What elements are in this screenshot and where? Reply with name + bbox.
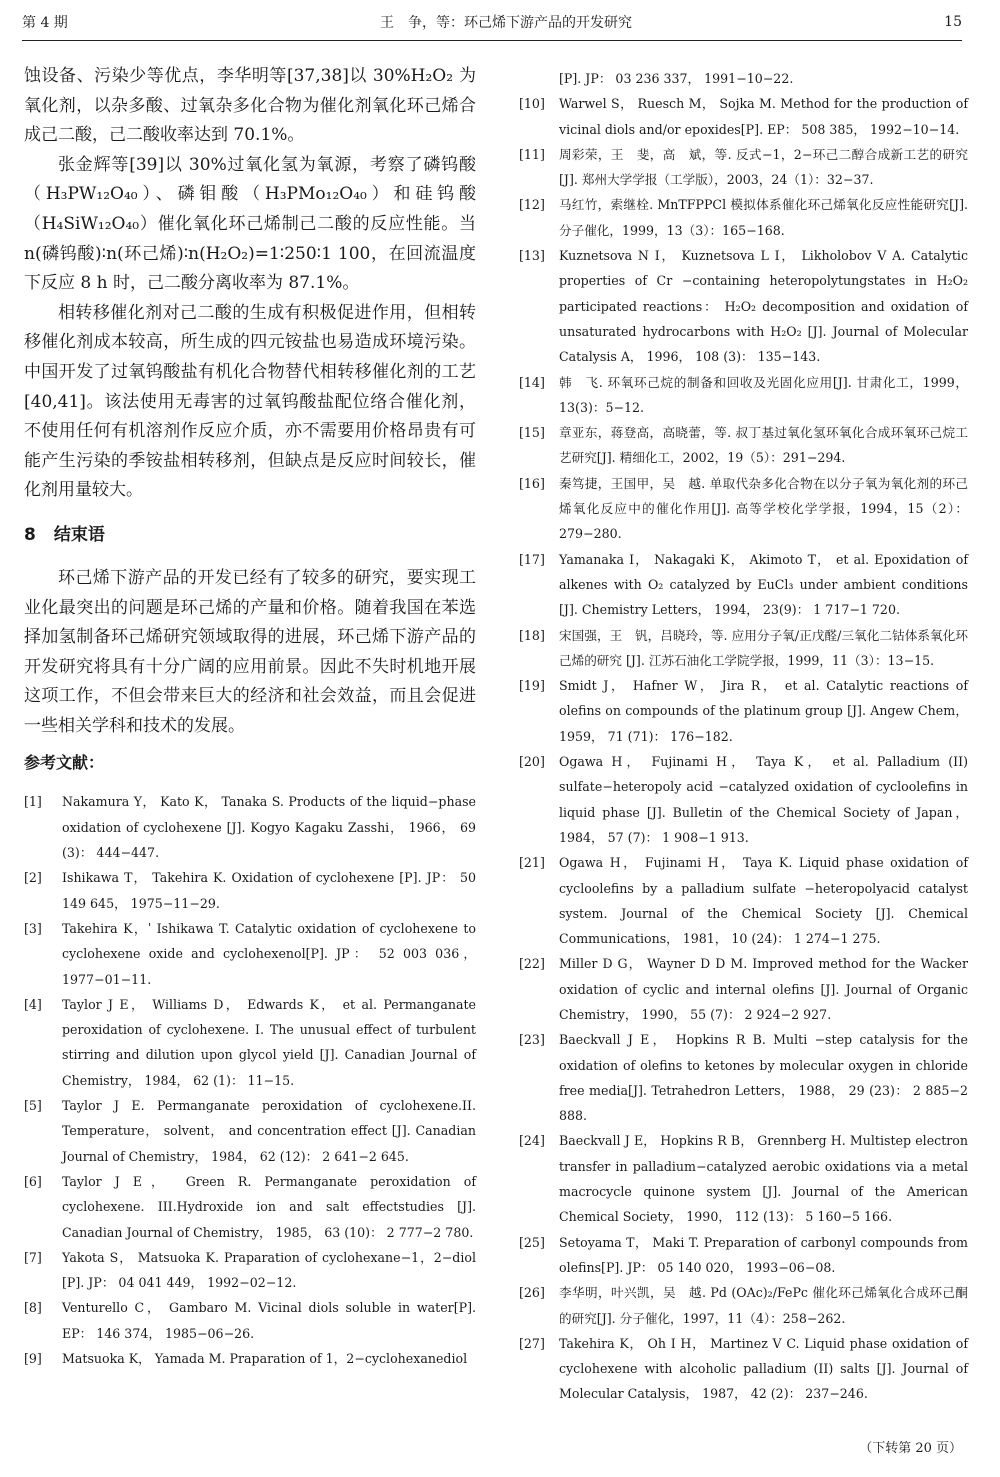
reference-index: [19]	[519, 678, 545, 694]
page-number: 15	[944, 14, 962, 30]
reference-text: 宋国强，王 钒，吕晓玲，等. 应用分子氧/正戊醛/三氧化二钴体系氧化环己烯的研究 [J]. 江苏石油化工学院学报，1999，11（3）：13−15.	[559, 627, 968, 668]
section-title: 结束语	[53, 524, 105, 545]
reference-text: Baeckvall J E， Hopkins R B， Grennberg H. Multistep electron transfer in palladium−catalyzed aerobic oxidations via a metal macrocycle quinone system [J]. Journal of the American Chemical Society， 1990， 112 (13)： 5 160−5 166.	[559, 1133, 968, 1225]
reference-item	[519, 243, 968, 369]
reference-text: 周彩荣，王 斐，高 斌，等. 反式−1，2−环己二醇合成新工艺的研究[J]. 郑州大学学报（工学版），2003，24（1）：32−37.	[559, 146, 968, 188]
reference-index: [10]	[519, 96, 545, 112]
reference-index: [26]	[519, 1285, 545, 1301]
reference-item	[519, 1128, 968, 1229]
reference-index: [1]	[24, 794, 42, 810]
reference-item	[519, 1331, 968, 1407]
reference-text: Taylor J E， Williams D， Edwards K， et al. Permanganate peroxidation of cyclohexene. I. The unusual effect of turbulent stirring and dilution upon glycol yield [J]. Canadian Journal of Chemistry， 1984， 62 (1)： 11−15.	[62, 996, 476, 1088]
reference-item	[24, 1245, 476, 1296]
references-list-left	[24, 789, 476, 1371]
reference-item	[24, 916, 476, 992]
body-paragraph: 相转移催化剂对己二酸的生成有积极促进作用，但相转移催化剂成本较高，所生成的四元铵盐也易造成环境污染。中国开发了过氧钨酸盐有机化合物替代相转移催化剂的工艺[40,41]。该法使用无毒害的过氧钨酸盐配位络合催化剂，不使用任何有机溶剂作反应介质，亦不需要用价格昂贵有可能产生污染的季铵盐相转移剂，但缺点是反应时间较长，催化剂用量较大。	[24, 302, 476, 501]
reference-index: [13]	[519, 248, 545, 264]
right-column	[519, 66, 968, 1407]
reference-text: 韩 飞. 环氧环己烷的制备和回收及光固化应用[J]. 甘肃化工，1999，13(3)：5−12.	[559, 374, 968, 415]
reference-text: Nakamura Y， Kato K， Tanaka S. Products of the liquid−phase oxidation of cyclohexene [J]. Kogyo Kagaku Zasshi， 1966， 69 (3)： 444−447.	[62, 794, 476, 861]
reference-index: [11]	[519, 146, 545, 162]
section-heading	[24, 520, 476, 550]
reference-item	[519, 1027, 968, 1128]
reference-index: [3]	[24, 920, 42, 936]
reference-item	[24, 1169, 476, 1245]
reference-item	[519, 142, 968, 193]
reference-item	[24, 789, 476, 865]
reference-index: [4]	[24, 996, 42, 1012]
reference-text: 章亚东，蒋登高，高晓蕾，等. 叔丁基过氧化氢环氧化合成环氧环己烷工艺研究[J]. 精细化工，2002，19（5）：291−294.	[559, 425, 968, 466]
reference-item	[24, 1093, 476, 1169]
reference-text: Ogawa H， Fujinami H， Taya K， et al. Palladium (II) sulfate−heteropoly acid −catalyzed oxidation of cycloolefins in liquid phase [J]. Bulletin of the Chemical Society of Japan， 1984， 57 (7)： 1 908−1 913.	[559, 754, 968, 845]
reference-index: [24]	[519, 1133, 545, 1149]
reference-text: 马红竹，索继栓. MnTFPPCl 模拟体系催化环己烯氧化反应性能研究[J]. 分子催化，1999，13（3）：165−168.	[559, 197, 968, 238]
reference-index: [7]	[24, 1249, 42, 1265]
reference-item	[519, 623, 968, 674]
reference-text: [P]. JP： 03 236 337， 1991−10−22.	[559, 71, 794, 86]
conclusion-paragraph: 环己烯下游产品的开发已经有了较多的研究，要实现工业化最突出的问题是环己烯的产量和价格。随着我国在苯选择加氢制备环己烯研究领域取得的进展，环己烯下游产品的开发研究将具有十分广阔的应用前景。因此不失时机地开展这项工作，不但会带来巨大的经济和社会效益，而且会促进一些相关学科和技术的发展。	[24, 567, 476, 736]
reference-item	[519, 192, 968, 243]
reference-item	[519, 1280, 968, 1331]
reference-index: [14]	[519, 374, 545, 390]
continued-note: （下转第 20 页）	[859, 1441, 962, 1456]
reference-text: Takehira K，ˈ Ishikawa T. Catalytic oxidation of cyclohexene to cyclohexene oxide and cyclohexenol[P]. JP： 52 003 036， 1977−01−11.	[62, 920, 476, 987]
reference-text: Yamanaka I， Nakagaki K， Akimoto T， et al. Epoxidation of alkenes with O₂ catalyzed by EuCl₃ under ambient conditions [J]. Chemistry Letters， 1994， 23(9)： 1 717−1 720.	[559, 551, 968, 618]
reference-text: Yakota S， Matsuoka K. Praparation of cyclohexane−1，2−diol [P]. JP： 04 041 449， 1992−02−12.	[62, 1249, 476, 1291]
reference-index: [8]	[24, 1300, 42, 1316]
reference-text: Miller D G， Wayner D D M. Improved method for the Wacker oxidation of cyclic and internal olefins [J]. Journal of Organic Chemistry， 1990， 55 (7)： 2 924−2 927.	[559, 956, 968, 1022]
reference-index: [27]	[519, 1335, 545, 1351]
reference-item	[519, 370, 968, 421]
reference-index: [17]	[519, 551, 545, 567]
running-title: 王 争，等：环己烯下游产品的开发研究	[379, 15, 632, 31]
reference-text: Venturello C， Gambaro M. Vicinal diols soluble in water[P]. EP： 146 374， 1985−06−26.	[62, 1300, 476, 1341]
reference-text: Warwel S， Ruesch M， Sojka M. Method for the production of vicinal diols and/or epoxides[P]. EP： 508 385， 1992−10−14.	[559, 96, 968, 137]
reference-continuation	[519, 66, 968, 91]
reference-index: [16]	[519, 475, 545, 491]
reference-item	[519, 1230, 968, 1281]
reference-text: 李华明，叶兴凯，吴 越. Pd (OAc)₂/FePc 催化环己烯氧化合成环己酮的研究[J]. 分子催化，1997，11（4）：258−262.	[559, 1285, 968, 1326]
reference-text: Baeckvall J E， Hopkins R B. Multi −step catalysis for the oxidation of olefins to ketones by molecular oxygen in chloride free media[J]. Tetrahedron Letters， 1988， 29 (23)： 2 885−2 888.	[559, 1032, 968, 1124]
reference-item	[24, 1295, 476, 1346]
reference-index: [22]	[519, 956, 545, 972]
reference-index: [25]	[519, 1234, 545, 1250]
reference-text: Kuznetsova N I， Kuznetsova L I， Likholobov V A. Catalytic properties of Cr −containing heteropolytungstates in H₂O₂ participated reactions： H₂O₂ decomposition and oxidation of unsaturated hydrocarbons with H₂O₂ [J]. Journal of Molecular Catalysis A， 1996， 108 (3)： 135−143.	[559, 248, 968, 365]
reference-text: Ishikawa T， Takehira K. Oxidation of cyclohexene [P]. JP： 50 149 645， 1975−11−29.	[62, 870, 476, 911]
reference-index: [20]	[519, 754, 545, 770]
reference-text: Smidt J， Hafner W， Jira R， et al. Catalytic reactions of olefins on compounds of the platinum group [J]. Angew Chem， 1959， 71 (71)： 176−182.	[559, 678, 968, 744]
body-paragraph: 张金辉等[39]以 30%过氧化氢为氧源，考察了磷钨酸（H₃PW₁₂O₄₀）、磷钼酸（H₃PMo₁₂O₄₀）和硅钨酸（H₄SiW₁₂O₄₀）催化氧化环己烯制己二酸的反应性能。当 n(磷钨酸)∶n(环己烯)∶n(H₂O₂)=1∶250∶1 100，在回流温度下反应 8 h 时，己二酸分离收率为 87.1%。	[24, 154, 476, 294]
issue-label: 第 4 期	[22, 15, 68, 31]
reference-item	[519, 91, 968, 142]
references-heading: 参考文献：	[24, 753, 105, 773]
reference-text: Takehira K， Oh I H， Martinez V C. Liquid phase oxidation of cyclohexene with alcoholic palladium (II) salts [J]. Journal of Molecular Catalysis， 1987， 42 (2)： 237−246.	[559, 1335, 968, 1402]
reference-index: [9]	[24, 1351, 42, 1366]
reference-index: [23]	[519, 1032, 545, 1048]
page-header	[22, 8, 962, 36]
reference-text: Taylor J E. Permanganate peroxidation of cyclohexene.II. Temperature， solvent， and concentration effect [J]. Canadian Journal of Chemistry， 1984， 62 (12)： 2 641−2 645.	[62, 1098, 476, 1164]
reference-item	[519, 547, 968, 623]
left-column	[24, 62, 476, 1371]
reference-text: 秦笃捷，王国甲，吴 越. 单取代杂多化合物在以分子氧为氧化剂的环己烯氧化反应中的催化作用[J]. 高等学校化学学报，1994，15（2）：279−280.	[559, 475, 968, 542]
reference-index: [5]	[24, 1098, 42, 1114]
reference-item	[519, 850, 968, 951]
reference-item	[24, 992, 476, 1093]
reference-item	[519, 471, 968, 547]
references-list-right	[519, 91, 968, 1406]
reference-item	[519, 951, 968, 1027]
reference-item	[519, 673, 968, 749]
reference-item	[24, 865, 476, 916]
reference-item	[519, 749, 968, 850]
header-rule	[22, 40, 962, 41]
reference-text: Setoyama T， Maki T. Preparation of carbonyl compounds from olefins[P]. JP： 05 140 020， 1993−06−08.	[559, 1234, 968, 1275]
reference-text: Matsuoka K， Yamada M. Praparation of 1，2−cyclohexanediol	[62, 1351, 468, 1366]
reference-text: Ogawa H， Fujinami H， Taya K. Liquid phase oxidation of cycloolefins by a palladium sulfate −heteropolyacid catalyst system. Journal of the Chemical Society [J]. Chemical Communications， 1981， 10 (24)： 1 274−1 275.	[559, 855, 968, 947]
reference-index: [6]	[24, 1173, 42, 1189]
reference-text: Taylor J E， Green R. Permanganate peroxidation of cyclohexene. III.Hydroxide ion and salt effectstudies [J]. Canadian Journal of Chemistry， 1985， 63 (10)： 2 777−2 780.	[62, 1173, 476, 1240]
reference-index: [21]	[519, 855, 545, 871]
reference-item	[24, 1346, 476, 1371]
reference-index: [18]	[519, 627, 545, 643]
reference-index: [12]	[519, 197, 545, 213]
reference-index: [2]	[24, 870, 42, 886]
section-number: 8	[24, 524, 36, 545]
reference-item	[519, 420, 968, 471]
body-paragraph: 蚀设备、污染少等优点，李华明等[37,38]以 30%H₂O₂ 为氧化剂，以杂多酸、过氧杂多化合物为催化剂氧化环己烯合成己二酸，己二酸收率达到 70.1%。	[24, 66, 476, 146]
reference-index: [15]	[519, 425, 545, 441]
